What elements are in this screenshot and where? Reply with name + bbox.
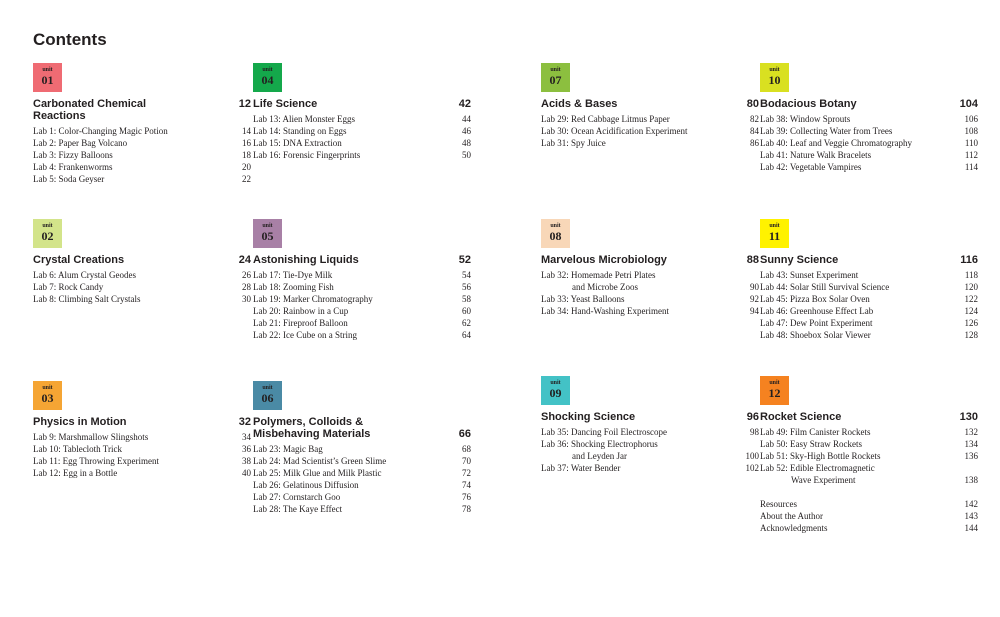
- lab-entry[interactable]: [253, 317, 471, 329]
- entry-page: 142: [964, 499, 978, 509]
- unit-badge: [541, 376, 570, 405]
- lab-title-line2: and Microbe Zoos: [572, 282, 638, 292]
- entry-title: Resources: [760, 499, 797, 509]
- unit-number: 07: [549, 73, 562, 87]
- lab-page: 30: [242, 294, 251, 304]
- lab-page: 134: [964, 439, 978, 449]
- lab-page: 106: [964, 114, 978, 124]
- lab-page: 122: [964, 294, 978, 304]
- lab-page: 138: [964, 475, 978, 485]
- lab-title: Lab 28: The Kaye Effect: [253, 504, 343, 514]
- lab-page: 76: [462, 492, 471, 502]
- unit-number: 01: [41, 73, 54, 87]
- unit-word: unit: [42, 223, 53, 229]
- lab-entry[interactable]: [253, 455, 471, 467]
- lab-page: 34: [242, 432, 251, 442]
- lab-entry[interactable]: [760, 161, 978, 173]
- lab-title: Lab 41: Nature Walk Bracelets: [760, 150, 872, 160]
- lab-title: Lab 5: Soda Geyser: [33, 174, 105, 184]
- lab-title: Lab 6: Alum Crystal Geodes: [33, 270, 136, 280]
- lab-title: Lab 16: Forensic Fingerprints: [253, 150, 361, 160]
- unit-heading[interactable]: [541, 254, 759, 266]
- unit-04: [253, 63, 471, 161]
- lab-entry[interactable]: [33, 173, 251, 185]
- lab-title: Lab 48: Shoebox Solar Viewer: [760, 330, 871, 340]
- lab-title: [541, 269, 721, 293]
- lab-entry[interactable]: [253, 491, 471, 503]
- lab-title: Lab 38: Window Sprouts: [760, 114, 851, 124]
- lab-title: Lab 37: Water Bender: [541, 463, 621, 473]
- unit-page: 12: [238, 98, 251, 110]
- lab-title: Lab 9: Marshmallow Slingshots: [33, 432, 149, 442]
- lab-entry[interactable]: [33, 269, 251, 281]
- unit-title: Polymers, Colloids & Misbehaving Materials: [253, 416, 371, 440]
- unit-page: 52: [458, 254, 471, 266]
- lab-page: 38: [242, 456, 251, 466]
- lab-page: 94: [750, 306, 759, 316]
- unit-03: [33, 381, 251, 479]
- lab-title: Lab 39: Collecting Water from Trees: [760, 126, 893, 136]
- lab-page: 128: [964, 330, 978, 340]
- lab-page: 14: [242, 126, 251, 136]
- lab-entry[interactable]: [760, 426, 978, 438]
- lab-title: Lab 29: Red Cabbage Litmus Paper: [541, 114, 670, 124]
- lab-title: [760, 462, 940, 486]
- lab-title: Lab 3: Fizzy Balloons: [33, 150, 113, 160]
- lab-page: 44: [462, 114, 471, 124]
- lab-title: Lab 4: Frankenworms: [33, 162, 113, 172]
- lab-page: 126: [964, 318, 978, 328]
- unit-heading[interactable]: [253, 254, 471, 266]
- unit-08: [541, 219, 759, 317]
- unit-title: Physics in Motion: [33, 416, 127, 428]
- lab-page: 70: [462, 456, 471, 466]
- unit-badge: [760, 376, 789, 405]
- page-title: Contents: [33, 30, 107, 49]
- lab-title: Lab 19: Marker Chromatography: [253, 294, 373, 304]
- back-matter-entry[interactable]: [760, 498, 978, 510]
- unit-page: 42: [458, 98, 471, 110]
- unit-12: [760, 376, 978, 534]
- lab-title: Lab 14: Standing on Eggs: [253, 126, 347, 136]
- lab-entry[interactable]: [253, 305, 471, 317]
- lab-title-line2: Wave Experiment: [791, 475, 856, 485]
- unit-word: unit: [262, 67, 273, 73]
- lab-title: Lab 13: Alien Monster Eggs: [253, 114, 355, 124]
- lab-title: Lab 35: Dancing Foil Electroscope: [541, 427, 667, 437]
- unit-page: 32: [238, 416, 251, 428]
- lab-entry[interactable]: [253, 281, 471, 293]
- lab-title: Lab 11: Egg Throwing Experiment: [33, 456, 159, 466]
- unit-number: 06: [261, 391, 274, 405]
- unit-badge: [253, 381, 282, 410]
- unit-word: unit: [262, 223, 273, 229]
- lab-title: [541, 438, 721, 462]
- lab-page: 86: [750, 138, 759, 148]
- lab-page: 48: [462, 138, 471, 148]
- unit-word: unit: [550, 67, 561, 73]
- lab-title: Lab 25: Milk Glue and Milk Plastic: [253, 468, 382, 478]
- back-matter-entry[interactable]: [760, 522, 978, 534]
- unit-heading[interactable]: [33, 98, 251, 122]
- entry-page: 144: [964, 523, 978, 533]
- lab-entry[interactable]: [33, 149, 251, 161]
- lab-entry[interactable]: [541, 462, 759, 474]
- lab-page: 18: [242, 150, 251, 160]
- unit-badge: [760, 63, 789, 92]
- unit-title: Marvelous Microbiology: [541, 254, 667, 266]
- lab-page: 110: [964, 138, 978, 148]
- lab-title: Lab 12: Egg in a Bottle: [33, 468, 118, 478]
- lab-entry[interactable]: [33, 161, 251, 173]
- unit-07: [541, 63, 759, 149]
- lab-entry[interactable]: [760, 450, 978, 462]
- unit-word: unit: [550, 223, 561, 229]
- lab-page: 78: [462, 504, 471, 514]
- lab-entry[interactable]: [760, 438, 978, 450]
- unit-number: 09: [549, 386, 562, 400]
- lab-entry[interactable]: [33, 281, 251, 293]
- lab-entry[interactable]: [541, 438, 759, 462]
- lab-title-line1: Lab 36: Shocking Electrophorus: [541, 439, 658, 449]
- lab-title: Lab 22: Ice Cube on a String: [253, 330, 357, 340]
- lab-entry[interactable]: [33, 431, 251, 443]
- lab-entry[interactable]: [760, 281, 978, 293]
- lab-entry[interactable]: [541, 426, 759, 438]
- unit-page: 116: [960, 254, 978, 266]
- unit-11: [760, 219, 978, 341]
- unit-badge: [541, 63, 570, 92]
- unit-heading[interactable]: [253, 416, 471, 440]
- lab-page: 26: [242, 270, 251, 280]
- lab-title: Lab 7: Rock Candy: [33, 282, 104, 292]
- lab-title: Lab 20: Rainbow in a Cup: [253, 306, 349, 316]
- lab-page: 112: [964, 150, 978, 160]
- lab-page: 74: [462, 480, 471, 490]
- lab-entry[interactable]: [760, 137, 978, 149]
- lab-title: Lab 31: Spy Juice: [541, 138, 606, 148]
- lab-title: Lab 47: Dew Point Experiment: [760, 318, 873, 328]
- unit-heading[interactable]: [253, 98, 471, 110]
- lab-page: 54: [462, 270, 471, 280]
- lab-page: 120: [964, 282, 978, 292]
- unit-title: Carbonated Chemical Reactions: [33, 98, 147, 122]
- lab-entry[interactable]: [541, 305, 759, 317]
- unit-heading[interactable]: [541, 98, 759, 110]
- unit-word: unit: [550, 380, 561, 386]
- lab-title: Lab 18: Zooming Fish: [253, 282, 334, 292]
- lab-entry[interactable]: [760, 269, 978, 281]
- lab-entry[interactable]: [253, 125, 471, 137]
- lab-entry[interactable]: [760, 305, 978, 317]
- unit-09: [541, 376, 759, 474]
- unit-number: 12: [768, 386, 781, 400]
- lab-title: Lab 21: Fireproof Balloon: [253, 318, 348, 328]
- lab-page: 108: [964, 126, 978, 136]
- lab-entry[interactable]: [33, 293, 251, 305]
- lab-entry[interactable]: [541, 269, 759, 293]
- unit-badge: [33, 219, 62, 248]
- lab-entry[interactable]: [541, 293, 759, 305]
- lab-entry[interactable]: [541, 113, 759, 125]
- lab-entry[interactable]: [760, 125, 978, 137]
- lab-page: 90: [750, 282, 759, 292]
- unit-page: 66: [458, 428, 471, 440]
- unit-heading[interactable]: [33, 416, 251, 428]
- lab-page: 56: [462, 282, 471, 292]
- entry-title: Acknowledgments: [760, 523, 828, 533]
- lab-entry[interactable]: [33, 443, 251, 455]
- lab-title: Lab 26: Gelatinous Diffusion: [253, 480, 359, 490]
- lab-page: 132: [964, 427, 978, 437]
- lab-page: 124: [964, 306, 978, 316]
- lab-entry[interactable]: [253, 113, 471, 125]
- unit-badge: [541, 219, 570, 248]
- lab-entry[interactable]: [253, 293, 471, 305]
- lab-entry[interactable]: [33, 455, 251, 467]
- unit-badge: [760, 219, 789, 248]
- lab-title: Lab 27: Cornstarch Goo: [253, 492, 341, 502]
- entry-page: 143: [964, 511, 978, 521]
- unit-word: unit: [769, 223, 780, 229]
- lab-entry[interactable]: [253, 137, 471, 149]
- unit-title: Sunny Science: [760, 254, 839, 266]
- lab-title: Lab 45: Pizza Box Solar Oven: [760, 294, 870, 304]
- back-matter-entry[interactable]: [760, 510, 978, 522]
- lab-entry[interactable]: [33, 467, 251, 479]
- unit-number: 10: [768, 73, 781, 87]
- lab-entry[interactable]: [253, 479, 471, 491]
- unit-title: Bodacious Botany: [760, 98, 857, 110]
- unit-heading[interactable]: [760, 254, 978, 266]
- lab-title: Lab 30: Ocean Acidification Experiment: [541, 126, 688, 136]
- lab-page: 68: [462, 444, 471, 454]
- lab-page: 84: [750, 126, 759, 136]
- unit-title: Crystal Creations: [33, 254, 125, 266]
- lab-entry[interactable]: [760, 113, 978, 125]
- unit-page: 104: [959, 98, 978, 110]
- unit-title: Rocket Science: [760, 411, 842, 423]
- lab-title: Lab 1: Color-Changing Magic Potion: [33, 126, 168, 136]
- lab-page: 64: [462, 330, 471, 340]
- lab-entry[interactable]: [760, 462, 978, 486]
- unit-05: [253, 219, 471, 341]
- unit-page: 80: [746, 98, 759, 110]
- lab-entry[interactable]: [760, 293, 978, 305]
- lab-title: Lab 46: Greenhouse Effect Lab: [760, 306, 874, 316]
- unit-number: 04: [261, 73, 274, 87]
- lab-page: 28: [242, 282, 251, 292]
- lab-title-line1: Lab 52: Edible Electromagnetic: [760, 463, 875, 473]
- lab-title: Lab 10: Tablecloth Trick: [33, 444, 122, 454]
- lab-page: 40: [242, 468, 251, 478]
- lab-page: 46: [462, 126, 471, 136]
- unit-word: unit: [769, 67, 780, 73]
- lab-title: Lab 23: Magic Bag: [253, 444, 323, 454]
- unit-word: unit: [42, 67, 53, 73]
- lab-title: Lab 2: Paper Bag Volcano: [33, 138, 128, 148]
- back-matter: [760, 498, 978, 534]
- lab-entry[interactable]: [760, 329, 978, 341]
- unit-page: 130: [959, 411, 978, 423]
- lab-title: Lab 49: Film Canister Rockets: [760, 427, 871, 437]
- lab-page: 118: [964, 270, 978, 280]
- unit-word: unit: [42, 385, 53, 391]
- unit-number: 08: [549, 229, 562, 243]
- lab-title-line1: Lab 32: Homemade Petri Plates: [541, 270, 656, 280]
- lab-page: 98: [750, 427, 759, 437]
- unit-badge: [253, 219, 282, 248]
- lab-title: Lab 42: Vegetable Vampires: [760, 162, 862, 172]
- lab-entry[interactable]: [541, 137, 759, 149]
- unit-number: 02: [41, 229, 54, 243]
- unit-badge: [33, 381, 62, 410]
- unit-word: unit: [769, 380, 780, 386]
- lab-entry[interactable]: [253, 503, 471, 515]
- lab-title: Lab 17: Tie-Dye Milk: [253, 270, 333, 280]
- unit-01: [33, 63, 251, 185]
- lab-title: Lab 8: Climbing Salt Crystals: [33, 294, 141, 304]
- lab-title: Lab 50: Easy Straw Rockets: [760, 439, 862, 449]
- lab-page: 92: [750, 294, 759, 304]
- unit-title: Astonishing Liquids: [253, 254, 359, 266]
- lab-title: Lab 24: Mad Scientist’s Green Slime: [253, 456, 387, 466]
- lab-title-line2: and Leyden Jar: [572, 451, 627, 461]
- unit-badge: [253, 63, 282, 92]
- lab-title: Lab 43: Sunset Experiment: [760, 270, 859, 280]
- unit-title: Shocking Science: [541, 411, 636, 423]
- unit-heading[interactable]: [541, 411, 759, 423]
- unit-10: [760, 63, 978, 173]
- lab-page: 16: [242, 138, 251, 148]
- unit-page: 96: [746, 411, 759, 423]
- lab-entry[interactable]: [253, 467, 471, 479]
- lab-entry[interactable]: [253, 443, 471, 455]
- unit-title: Life Science: [253, 98, 318, 110]
- lab-title: Lab 33: Yeast Balloons: [541, 294, 625, 304]
- lab-page: 62: [462, 318, 471, 328]
- lab-page: 82: [750, 114, 759, 124]
- unit-number: 05: [261, 229, 274, 243]
- lab-entry[interactable]: [760, 317, 978, 329]
- lab-title: Lab 44: Solar Still Survival Science: [760, 282, 890, 292]
- lab-page: 50: [462, 150, 471, 160]
- unit-title: Acids & Bases: [541, 98, 618, 110]
- unit-02: [33, 219, 251, 305]
- lab-page: 72: [462, 468, 471, 478]
- lab-entry[interactable]: [253, 329, 471, 341]
- unit-number: 03: [41, 391, 54, 405]
- lab-page: 58: [462, 294, 471, 304]
- lab-entry[interactable]: [760, 149, 978, 161]
- lab-page: 20: [242, 162, 251, 172]
- unit-heading[interactable]: [33, 254, 251, 266]
- lab-entry[interactable]: [33, 137, 251, 149]
- lab-title: Lab 34: Hand-Washing Experiment: [541, 306, 669, 316]
- lab-page: 36: [242, 444, 251, 454]
- lab-page: 136: [964, 451, 978, 461]
- lab-title: Lab 40: Leaf and Veggie Chromatography: [760, 138, 913, 148]
- lab-entry[interactable]: [253, 269, 471, 281]
- lab-page: 22: [242, 174, 251, 184]
- lab-page: 100: [745, 451, 759, 461]
- lab-entry[interactable]: [253, 149, 471, 161]
- lab-title: Lab 15: DNA Extraction: [253, 138, 342, 148]
- lab-entry[interactable]: [541, 125, 759, 137]
- lab-page: 60: [462, 306, 471, 316]
- unit-word: unit: [262, 385, 273, 391]
- unit-number: 11: [768, 229, 781, 243]
- lab-title: Lab 51: Sky-High Bottle Rockets: [760, 451, 881, 461]
- unit-heading[interactable]: [760, 411, 978, 423]
- unit-badge: [33, 63, 62, 92]
- lab-page: 102: [745, 463, 759, 473]
- unit-heading[interactable]: [760, 98, 978, 110]
- lab-entry[interactable]: [33, 125, 251, 137]
- lab-page: 114: [964, 162, 978, 172]
- unit-06: [253, 381, 471, 515]
- entry-title: About the Author: [760, 511, 823, 521]
- unit-page: 88: [746, 254, 759, 266]
- unit-page: 24: [238, 254, 251, 266]
